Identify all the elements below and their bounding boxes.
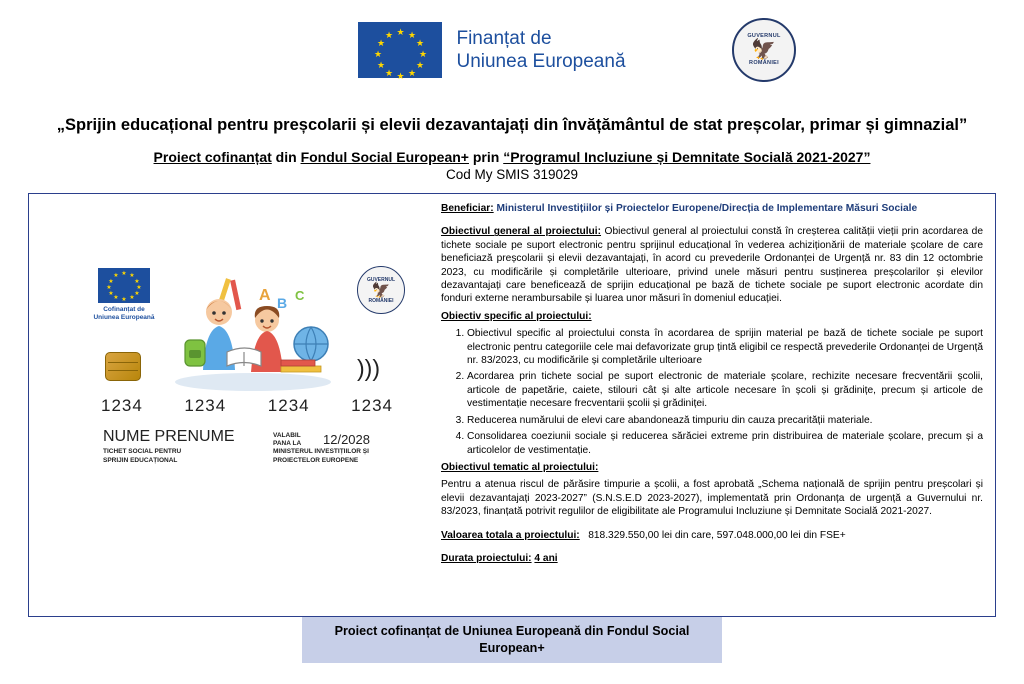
thematic-objective-label-row xyxy=(441,461,983,474)
specific-objective-label-row xyxy=(441,310,983,323)
coat-top-text: GUVERNUL xyxy=(747,33,781,39)
subtitle-part2: din xyxy=(275,149,297,165)
card-product-name xyxy=(103,448,181,465)
beneficiary-value: Ministerul Investițiilor și Proiectelor Europene/Direcția de Implementare Măsuri Sociale xyxy=(496,203,918,214)
subtitle-part1: Proiect cofinanțat xyxy=(153,149,272,165)
project-description xyxy=(441,202,983,569)
project-value-text: 818.329.550,00 lei din care, 597.048.000,00 lei din FSE+ xyxy=(588,529,846,541)
eu-logo-text xyxy=(456,27,625,73)
list-item: 2. Acordarea prin tichete social pe suport electronic de materiale școlare, rechizite necesare frecventării școlii, articole de papetărie, caiete, stilouri cât și alte articole necesare în școli și grădinițe, precum și articole de vestimentație necesare frecventarii școlii și grădiniței. xyxy=(467,370,983,410)
eu-logo-line1: Finanțat de xyxy=(456,28,552,49)
card-number-group-3: 1234 xyxy=(267,396,310,415)
card-holder-name: NUME PRENUME xyxy=(103,428,235,445)
eagle-crest-icon: 🦅 xyxy=(751,39,777,61)
card-issuer-line1: MINISTERUL INVESTIȚIILOR ȘI xyxy=(273,448,369,455)
beneficiary-row xyxy=(441,202,983,215)
card-number-group-2: 1234 xyxy=(184,396,227,415)
list-item: 1. Obiectivul specific al proiectului consta în acordarea de sprijin material pe bază de tichete sociale pe suport electronic pentru categoriile cele mai defavorizate grup țintă eligibil ce respectă prevederile Ordonanței de Urgență nr. 83/2023, cu modificările și completările ulterioare xyxy=(467,327,983,367)
social-card-illustration xyxy=(77,256,417,471)
eu-logo-line2: Uniunea Europeană xyxy=(456,51,626,72)
card-eu-logo xyxy=(87,268,161,322)
project-duration-text: 4 ani xyxy=(534,552,558,564)
card-valid-line1: VALABIL xyxy=(273,432,301,439)
card-eu-caption xyxy=(87,306,161,322)
content-frame xyxy=(28,193,996,617)
thematic-objective-label: Obiectivul tematic al proiectului: xyxy=(441,461,599,473)
project-value-row xyxy=(441,529,983,542)
card-expiry-date: 12/2028 xyxy=(323,432,370,447)
svg-text:B: B xyxy=(277,295,288,311)
card-eagle-crest-icon: 🦅 xyxy=(371,281,391,299)
thematic-objective-text: Pentru a atenua riscul de părăsire timpurie a școlii, a fost aprobată „Schema națională de sprijin pentru preșcolari și elevii dezavantajați 2023-2027” (S.N.S.E.D 2023-2027), implementată prin Ordonanța de urgență a Guvernului nr. 83/2023, finanțată potrivit regulilor de eligibilitate ale Programului Incluziune și Demnitate Socială 2021-2027. xyxy=(441,479,983,518)
card-valid-label xyxy=(273,432,301,448)
card-valid-line2: PANA LA xyxy=(273,440,302,447)
page-header xyxy=(0,0,1024,94)
page-title: „Sprijin educațional pentru preșcolarii și elevii dezavantajați din învățământul de stat preșcolar, primar și gimnazial” xyxy=(56,116,968,134)
card-coat-bottom-text: ROMÂNIEI xyxy=(368,297,394,304)
contactless-icon: ))) xyxy=(357,355,380,381)
card-chip-icon xyxy=(105,352,141,381)
social-card xyxy=(77,256,417,471)
card-coat-top-text: GUVERNUL xyxy=(366,276,396,283)
project-duration-row xyxy=(441,552,983,565)
card-eu-caption-line2: Uniunea Europeană xyxy=(93,314,155,321)
specific-objective-list xyxy=(441,327,983,457)
project-duration-label: Durata proiectului: xyxy=(441,552,532,564)
list-item: 3. Reducerea numărului de elevi care abandonează timpuriu din cauza precarității materiale. xyxy=(467,414,983,427)
card-eu-caption-line1: Cofinanțat de xyxy=(103,306,145,313)
coat-bottom-text: ROMÂNIEI xyxy=(749,60,779,66)
card-number-group-1: 1234 xyxy=(101,396,143,415)
svg-text:A: A xyxy=(259,287,271,304)
eu-flag-icon: ★ ★ ★ ★ ★ ★ ★ ★ ★ ★ ★ ★ xyxy=(98,268,150,303)
smis-code: Cod My SMIS 319029 xyxy=(445,167,579,182)
project-value-label: Valoarea totala a proiectului: xyxy=(441,529,580,541)
svg-text:C: C xyxy=(295,288,305,303)
eu-logo xyxy=(358,22,626,81)
card-issuer-line2: PROIECTELOR EUROPENE xyxy=(273,456,359,464)
list-item: 4. Consolidarea coeziunii sociale și reducerea sărăciei extreme prin distribuirea de materiale școlare, precum și a articolelor de vestimentație. xyxy=(467,430,983,457)
footer-banner: Proiect cofinanțat de Uniunea Europeană din Fondul Social European+ xyxy=(302,617,722,663)
general-objective xyxy=(441,225,983,305)
children-reading-illustration xyxy=(163,274,343,394)
eu-flag-icon: ★ ★ ★ ★ ★ ★ ★ ★ ★ ★ ★ ★ xyxy=(358,22,442,78)
specific-objective-label: Obiectiv specific al proiectului: xyxy=(441,310,592,322)
card-issuer xyxy=(273,448,369,465)
beneficiary-label: Beneficiar: xyxy=(441,203,494,214)
card-product-line1: TICHET SOCIAL PENTRU xyxy=(103,448,182,455)
page-subtitle xyxy=(0,149,1024,165)
subtitle-part4: prin xyxy=(472,149,500,165)
card-number xyxy=(101,396,393,416)
subtitle-part3: Fondul Social European+ xyxy=(300,149,469,165)
romania-coat-of-arms-icon xyxy=(732,18,796,82)
subtitle-part5: “Programul Incluziune și Demnitate Socială 2021-2027” xyxy=(503,149,871,165)
general-objective-label: Obiectivul general al proiectului: xyxy=(441,226,602,238)
general-objective-text: Obiectivul general al proiectului constă în creșterea calității vieții prin acordarea de tichete sociale pe suport electronic pentru sprijinul educațional în vederea achiziționării de materiale școlare de care beneficiază preșcolarii și elevii dezavantajați, în acord cu prevederile Ordonanței de Urgență nr. 83 din 12 octombrie 2023, cu modificările și completările ulterioare, privind unele măsuri pentru susținerea preșcolarilor și elevilor dezavantajați care beneficează de sprijin educațional pe bază de tichete sociale pe suport electronic acordate din fonduri externe nerambursabile și luarea unor măsuri în domeniul educației. xyxy=(441,226,983,305)
card-romania-coat-of-arms-icon xyxy=(357,266,405,314)
card-number-group-4: 1234 xyxy=(351,396,393,415)
card-product-line2: SPRIJIN EDUCAȚIONAL xyxy=(103,456,178,464)
